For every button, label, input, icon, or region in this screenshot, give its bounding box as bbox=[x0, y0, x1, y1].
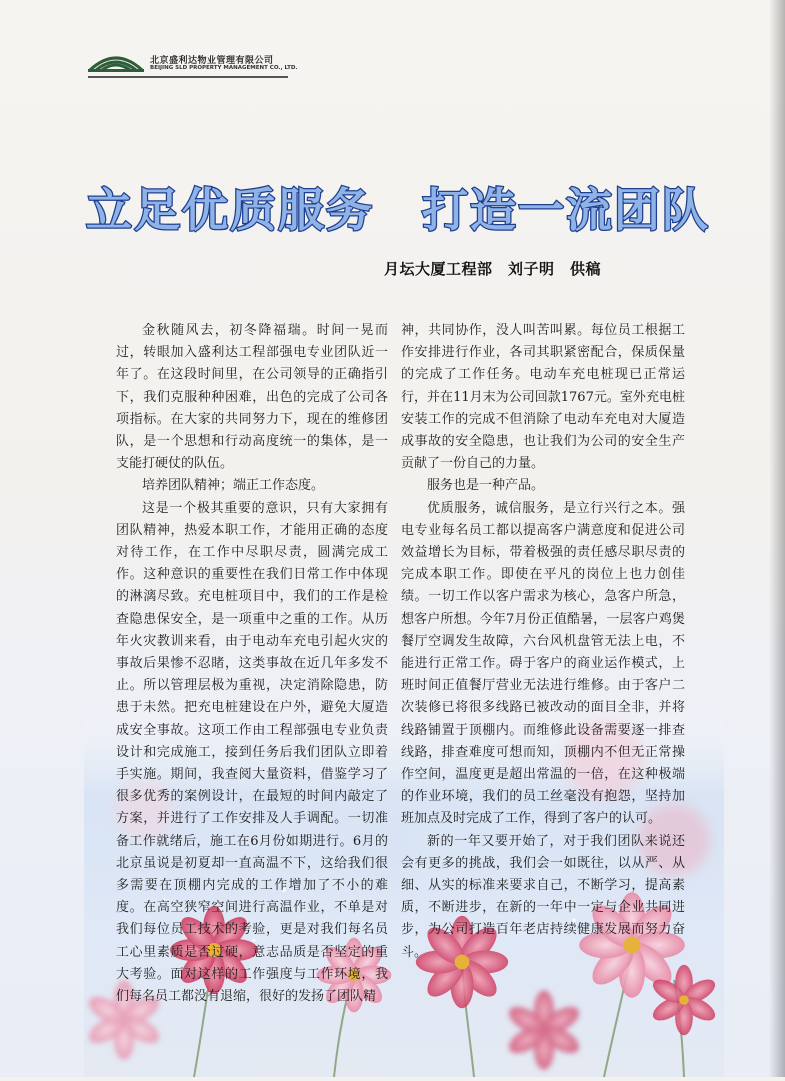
paragraph: 优质服务，诚信服务，是立行兴行之本。强电专业每名员工都以提高客户满意度和促进公司效益增长为目标，带着极强的责任感尽职尽责的完成本职工作。即使在平凡的岗位上也力创佳绩。一切工作以客户需求为核心，急客户所急，想客户所想。今年7月份正值酷暑，一层客户鸡煲餐厅空调发生故障，六台风机盘管无法上电，不能进行正常工作。碍于客户的商业运作模式，上班时间正值餐厅营业无法进行维修。由于客户二次装修已将很多线路已被改动的面目全非，并将线路铺置于顶棚内。而维修此设备需要逐一排查线路，排查难度可想而知，顶棚内不但无正常操作空间，温度更是超出常温的一倍，在这种极端的作业环境，我们的员工丝毫没有抱怨，坚持加班加点及时完成了工作，得到了客户的认可。 bbox=[401, 500, 685, 827]
company-header bbox=[88, 48, 298, 76]
header-divider bbox=[88, 76, 288, 78]
article-title bbox=[86, 172, 710, 242]
paragraph: 这是一个极其重要的意识，只有大家拥有团队精神，热爱本职工作，才能用正确的态度对待工作，在工作中尽职尽责，圆满完成工作。这种意识的重要性在我们日常工作中体现的淋漓尽致。充电桩项目中，我们的工作是检查隐患保安全，是一项重中之重的工作。从历年火灾教训来看，由于电动车充电引起火灾的事故后果惨不忍睹，这类事故在近几年多发不止。所以管理层极为重视，决定消除隐患，防患于未然。把充电桩建设在户外，避免大厦造成安全事故。这项工作由工程部强电专业负责设计和完成施工，接到任务后我们团队立即着手实施。期间，我查阅大量资料，借鉴学习了很多优秀的案例设计，在最短的时间内敲定了方案，并进行了工作安排及人手调配。一切准备工作就绪后，施工在6月份如期进行。6月的北京虽说是初夏却一直高温不下，这给我们很多需要在顶棚内完成的工作增加了不小的难度。在高空狭窄空间进行高温作业，不单是对我们每位员工技术的考验，更是对我们每名员工心里素质是否过硬，意志品质是否坚定的重大考验。面对这样的工作强度与工作环境，我们每名员工都没有退缩，很好的发扬了团队精 bbox=[116, 500, 388, 1005]
paragraph-continued: 神，共同协作，没人叫苦叫累。每位员工根据工作安排进行作业，各司其职紧密配合，保质保量的完成了工作任务。电动车充电桩现已正常运行，并在11月末为公司回款1767元。室外充电桩安装工作的完成不但消除了电动车充电对大厦造成事故的安全隐患，也让我们为公司的安全生产贡献了一份自己的力量。 bbox=[401, 323, 685, 472]
section-heading: 服务也是一种产品。 bbox=[427, 478, 545, 494]
company-name-en: BEIJING SLD PROPERTY MANAGEMENT CO., LTD. bbox=[150, 65, 298, 71]
article-right-column bbox=[401, 320, 685, 964]
article-left-column bbox=[116, 320, 388, 1008]
paragraph: 新的一年又要开始了，对于我们团队来说还会有更多的挑战，我们会一如既往，以从严、从细、从实的标准来要求自己，不断学习，提高素质，不断进步，在新的一年中一定与企业共同进步，为公司打造百年老店持续健康发展而努力奋斗。 bbox=[401, 833, 685, 960]
article-byline: 月坛大厦工程部 刘子明 供稿 bbox=[384, 260, 602, 278]
company-name-cn: 北京盛利达物业管理有限公司 bbox=[150, 56, 274, 66]
company-logo-icon bbox=[88, 52, 144, 72]
article-title-text: 立足优质服务 打造一流团队 bbox=[86, 183, 710, 237]
page-edge-shadow bbox=[769, 0, 785, 1077]
section-heading: 培养团队精神；端正工作态度。 bbox=[142, 478, 325, 494]
paragraph: 金秋随风去，初冬降福瑞。时间一晃而过，转眼加入盛利达工程部强电专业团队近一年了。在这段时间里，在公司领导的正确指引下，我们克服种种困难，出色的完成了公司各项指标。在大家的共同努力下，现在的维修团队，是一个思想和行动高度统一的集体，是一支能打硬仗的队伍。 bbox=[116, 323, 388, 472]
